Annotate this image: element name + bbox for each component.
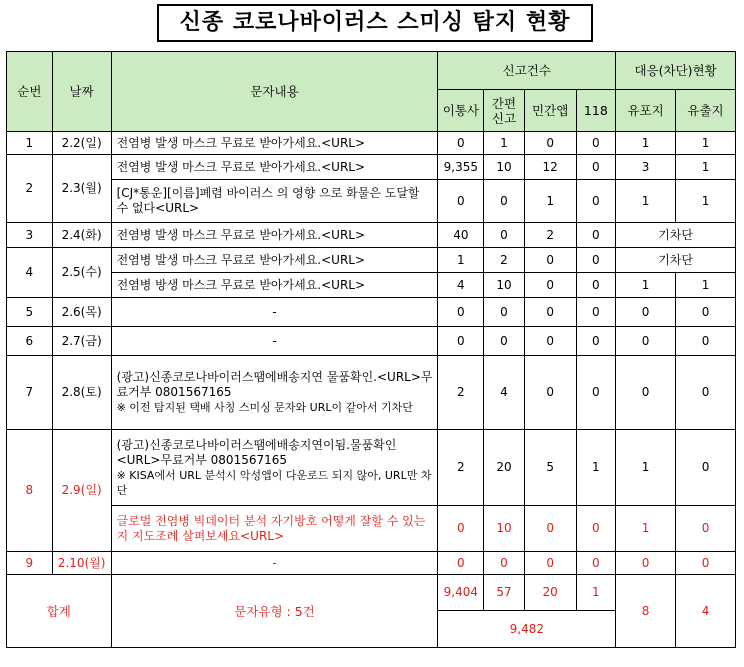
app-cell: 0	[524, 356, 576, 430]
leak-cell: 1	[676, 180, 736, 223]
total-row	[7, 575, 736, 611]
n118-cell: 0	[576, 132, 616, 155]
leak-cell: 1	[676, 155, 736, 180]
message-text: (광고)신종코로나바이러스땜에배송지연이됨.물품확인<URL>무료거부 0801567165	[116, 437, 397, 467]
seq-cell: 5	[7, 298, 53, 327]
seq-cell: 3	[7, 223, 53, 248]
distribution-cell: 1	[616, 180, 676, 223]
app-cell: 2	[524, 223, 576, 248]
message-cell: 전염병 발생 마스크 무료로 받아가세요.<URL>	[111, 248, 438, 273]
date-cell: 2.10(월)	[52, 552, 111, 575]
simple-cell: 10	[484, 155, 525, 180]
table-row	[7, 132, 736, 155]
seq-cell: 1	[7, 132, 53, 155]
header-reports: 신고건수	[438, 52, 616, 90]
total-types: 문자유형 : 5건	[111, 575, 438, 648]
n118-cell: 0	[576, 155, 616, 180]
seq-cell: 4	[7, 248, 53, 298]
message-note: ※ KISA에서 URL 분석시 악성앱이 다운로드 되지 않아, URL만 차단	[116, 468, 432, 497]
date-cell: 2.8(토)	[52, 356, 111, 430]
n118-cell: 0	[576, 223, 616, 248]
carrier-cell: 2	[438, 356, 484, 430]
leak-cell: 0	[676, 430, 736, 506]
leak-cell: 1	[676, 273, 736, 298]
carrier-cell: 0	[438, 552, 484, 575]
message-text: (광고)신종코로나바이러스땜에배송지연 물품확인.<URL>무료거부 0801567165	[116, 370, 433, 399]
distribution-cell: 0	[616, 552, 676, 575]
app-cell: 0	[524, 132, 576, 155]
leak-cell: 1	[676, 132, 736, 155]
date-cell: 2.4(화)	[52, 223, 111, 248]
table-row	[7, 430, 736, 506]
response-cell: 기차단	[616, 248, 736, 273]
message-note: ※ 이전 탐지된 택배 사칭 스미싱 문자와 URL이 같아서 기차단	[116, 401, 413, 414]
header-leak: 유출지	[676, 90, 736, 132]
distribution-cell: 3	[616, 155, 676, 180]
carrier-cell: 0	[438, 327, 484, 356]
carrier-cell: 9,355	[438, 155, 484, 180]
header-private-app: 민간앱	[524, 90, 576, 132]
message-cell: -	[111, 327, 438, 356]
leak-cell: 0	[676, 552, 736, 575]
total-distribution: 8	[616, 575, 676, 648]
date-cell: 2.7(금)	[52, 327, 111, 356]
total-118: 1	[576, 575, 616, 611]
carrier-cell: 40	[438, 223, 484, 248]
n118-cell: 0	[576, 506, 616, 552]
header-content: 문자내용	[111, 52, 438, 132]
page-title: 신종 코로나바이러스 스미싱 탐지 현황	[157, 4, 593, 42]
total-sum: 9,482	[438, 611, 616, 648]
leak-cell: 0	[676, 298, 736, 327]
simple-cell: 10	[484, 273, 525, 298]
simple-cell: 4	[484, 356, 525, 430]
app-cell: 5	[524, 430, 576, 506]
simple-cell: 0	[484, 552, 525, 575]
table-row	[7, 223, 736, 248]
total-carrier: 9,404	[438, 575, 484, 611]
simple-cell: 0	[484, 298, 525, 327]
simple-cell: 20	[484, 430, 525, 506]
header-118: 118	[576, 90, 616, 132]
distribution-cell: 0	[616, 327, 676, 356]
table-row	[7, 155, 736, 180]
carrier-cell: 0	[438, 180, 484, 223]
date-cell: 2.6(목)	[52, 298, 111, 327]
message-cell	[111, 356, 438, 430]
total-label: 합계	[7, 575, 112, 648]
n118-cell: 0	[576, 298, 616, 327]
header-response: 대응(차단)현황	[616, 52, 736, 90]
message-cell: 전염병 발생 마스크 무료로 받아가세요.<URL>	[111, 155, 438, 180]
message-cell: [CJ*통운][이름]폐렴 바이러스 의 영향 으로 화물은 도달할 수 없다<URL>	[111, 180, 438, 223]
smishing-table	[6, 51, 736, 648]
header-date: 날짜	[52, 52, 111, 132]
header-seq: 순번	[7, 52, 53, 132]
carrier-cell: 1	[438, 248, 484, 273]
app-cell: 1	[524, 180, 576, 223]
table-row	[7, 298, 736, 327]
app-cell: 0	[524, 273, 576, 298]
leak-cell: 0	[676, 506, 736, 552]
simple-cell: 0	[484, 327, 525, 356]
leak-cell: 0	[676, 356, 736, 430]
table-row	[7, 506, 736, 552]
date-cell: 2.9(일)	[52, 430, 111, 552]
total-simple: 57	[484, 575, 525, 611]
header-carrier: 이통사	[438, 90, 484, 132]
message-cell: 글로벌 전염병 빅데이터 분석 자기방호 어떻게 잘할 수 있는지 지도조례 살펴보세요<URL>	[111, 506, 438, 552]
n118-cell: 0	[576, 180, 616, 223]
carrier-cell: 0	[438, 298, 484, 327]
app-cell: 0	[524, 327, 576, 356]
table-row	[7, 273, 736, 298]
simple-cell: 0	[484, 223, 525, 248]
distribution-cell: 1	[616, 506, 676, 552]
table-row	[7, 356, 736, 430]
date-cell: 2.2(일)	[52, 132, 111, 155]
simple-cell: 2	[484, 248, 525, 273]
n118-cell: 0	[576, 356, 616, 430]
total-app: 20	[524, 575, 576, 611]
message-cell: 전염병 발생 마스크 무료로 받아가세요.<URL>	[111, 132, 438, 155]
n118-cell: 1	[576, 430, 616, 506]
header-simple: 간편 신고	[484, 90, 525, 132]
seq-cell: 8	[7, 430, 53, 552]
table-row	[7, 180, 736, 223]
app-cell: 0	[524, 248, 576, 273]
response-cell: 기차단	[616, 223, 736, 248]
carrier-cell: 0	[438, 506, 484, 552]
total-leak: 4	[676, 575, 736, 648]
app-cell: 0	[524, 298, 576, 327]
message-cell: 전염병 방생 마스크 무료로 받아가세요.<URL>	[111, 273, 438, 298]
table-row	[7, 552, 736, 575]
table-row	[7, 327, 736, 356]
seq-cell: 7	[7, 356, 53, 430]
app-cell: 0	[524, 552, 576, 575]
carrier-cell: 2	[438, 430, 484, 506]
distribution-cell: 1	[616, 430, 676, 506]
message-cell: -	[111, 298, 438, 327]
simple-cell: 10	[484, 506, 525, 552]
app-cell: 12	[524, 155, 576, 180]
date-cell: 2.3(월)	[52, 155, 111, 223]
message-cell: 전염병 발생 마스크 무료로 받아가세요.<URL>	[111, 223, 438, 248]
n118-cell: 0	[576, 552, 616, 575]
distribution-cell: 1	[616, 273, 676, 298]
seq-cell: 6	[7, 327, 53, 356]
n118-cell: 0	[576, 273, 616, 298]
date-cell: 2.5(수)	[52, 248, 111, 298]
simple-cell: 1	[484, 132, 525, 155]
simple-cell: 0	[484, 180, 525, 223]
message-cell	[111, 430, 438, 506]
header-distribution: 유포지	[616, 90, 676, 132]
carrier-cell: 4	[438, 273, 484, 298]
carrier-cell: 0	[438, 132, 484, 155]
leak-cell: 0	[676, 327, 736, 356]
seq-cell: 9	[7, 552, 53, 575]
distribution-cell: 0	[616, 298, 676, 327]
distribution-cell: 1	[616, 132, 676, 155]
distribution-cell: 0	[616, 356, 676, 430]
n118-cell: 0	[576, 248, 616, 273]
table-row	[7, 248, 736, 273]
message-cell: -	[111, 552, 438, 575]
seq-cell: 2	[7, 155, 53, 223]
n118-cell: 0	[576, 327, 616, 356]
app-cell: 0	[524, 506, 576, 552]
